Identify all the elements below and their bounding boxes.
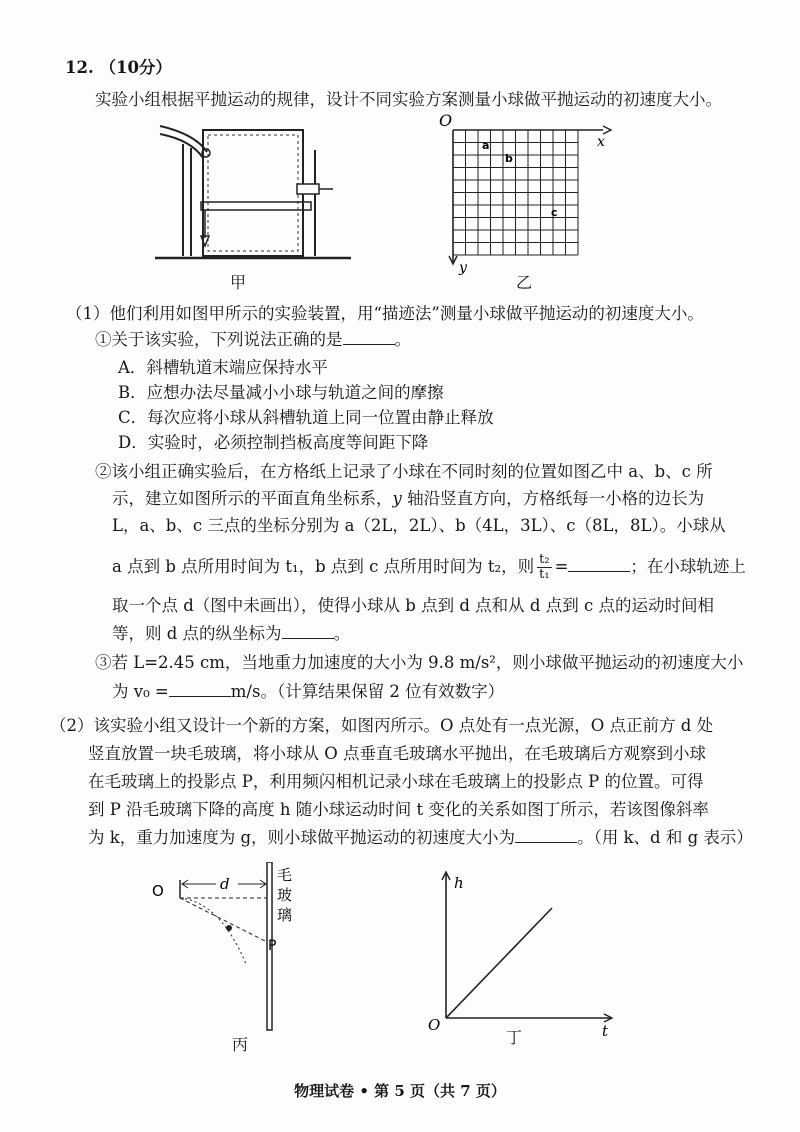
part2-line5a: 为 k，重力加速度为 g，则小球做平抛运动的初速度大小为 [88,828,516,847]
figure-yi-grid [435,112,615,280]
x-axis-arrow [603,126,611,134]
part1-q2-line4a: a 点到 b 点所用时间为 t₁，b 点到 c 点所用时间为 t₂，则 [112,557,535,576]
part2-line1: （2）该实验小组又设计一个新的方案，如图丙所示。O 点处有一点光源，O 点正前方 d 处 [50,716,714,735]
part1-q3-line1: ③若 L=2.45 cm，当地重力加速度的大小为 9.8 m/s²，则小球做平抛运动的初速度大小 [95,653,744,672]
question-score: （10分） [99,58,172,77]
part2-line2: 竖直放置一块毛玻璃，将小球从 O 点垂直毛玻璃水平抛出，在毛玻璃后方观察到小球 [88,744,707,763]
ball [226,925,232,931]
answer-blank-v0-expression[interactable] [515,826,577,843]
part1-q2-line5: 取一个点 d（图中未画出），使得小球从 b 点到 d 点和从 d 点到 c 点的运动时间相 [112,596,714,615]
part1-q2-equals: = [554,557,569,576]
ding-origin-label: O [428,1016,441,1034]
answer-blank-v0[interactable] [169,680,231,697]
part2-line5 [88,826,753,850]
part2-line4: 到 P 沿毛玻璃下降的高度 h 随小球运动时间 t 变化的关系如图丁所示，若该图像斜率 [88,800,709,819]
question-number-line [65,56,172,80]
glass-label-1: 毛 [277,866,293,884]
figure-yi-caption: 乙 [516,273,533,292]
bing-d-label: d [220,875,230,893]
part1-q2-line4c: ；在小球轨迹上 [630,557,746,576]
answer-blank-d-coordinate[interactable] [282,622,334,639]
part1-q3-line2a: 为 v₀ = [112,682,169,701]
figure-ding-caption: 丁 [506,1028,523,1047]
part1-q2-line2b: 轴沿竖直方向，方格纸每一小格的边长为 [401,489,705,508]
part1-q2-line4 [112,553,746,582]
option-d: D．实验时，必须控制挡板高度等间距下降 [118,433,429,452]
grid-x-label: x [597,134,605,150]
part1-q1 [95,328,411,352]
part1-q3-line2b: m/s。（计算结果保留 2 位有效数字） [230,682,505,701]
part1-q1-end: 。 [394,330,411,349]
part1-heading: （1）他们利用如图甲所示的实验装置，用“描迹法”测量小球做平抛运动的初速度大小。 [66,304,704,323]
h-t-line [446,908,552,1018]
part2-line5b: 。（用 k、d 和 g 表示） [577,828,753,847]
answer-blank-ratio[interactable] [568,555,630,572]
figure-bing-caption: 丙 [232,1035,249,1054]
answer-blank-q1[interactable] [343,328,395,345]
ding-h-label: h [454,874,464,892]
figure-jia-caption: 甲 [230,273,247,292]
grid-lines [453,130,578,255]
question-number: 12. [65,58,94,77]
part1-q3-line2 [112,680,504,704]
option-c: C．每次应将小球从斜槽轨道上同一位置由静止释放 [118,408,494,427]
grid-origin-label: O [439,112,453,130]
part1-q2-line6b: 。 [333,624,351,643]
option-a: A．斜槽轨道末端应保持水平 [118,358,328,377]
figure-bing-setup [150,862,320,1040]
part1-q2-line2 [112,487,704,511]
grid-y-label: y [459,260,467,276]
part1-q2-y-symbol: y [392,489,402,508]
bing-p-label: P [268,938,277,954]
glass-label-3: 璃 [277,906,293,924]
part1-q2-line6a: 等，则 d 点的纵坐标为 [112,624,282,643]
part1-q2-line3: L，a、b、c 三点的坐标分别为 a（2L，2L）、b（4L，3L）、c（8L，8L）。小球从 [112,516,726,535]
point-c-label: c [551,206,558,219]
ratio-fraction [537,553,551,582]
ding-t-label: t [602,1022,609,1038]
page-footer: 物理试卷 • 第 5 页（共 7 页） [294,1082,506,1100]
figure-jia-apparatus [155,118,355,268]
option-b: B．应想办法尽量减小小球与轨道之间的摩擦 [118,383,444,402]
part1-q1-text: ①关于该实验，下列说法正确的是 [95,330,343,349]
part1-q2-line1: ②该小组正确实验后，在方格纸上记录了小球在不同时刻的位置如图乙中 a、b、c 所 [95,462,713,481]
point-b-label: b [505,152,513,165]
fraction-numerator: t₂ [539,552,550,567]
glass-label-2: 玻 [277,886,293,904]
figure-ding-graph [420,868,620,1038]
question-intro: 实验小组根据平抛运动的规律，设计不同实验方案测量小球做平抛运动的初速度大小。 [95,90,722,109]
fraction-denominator: t₁ [539,567,550,582]
part1-q2-line2a: 示，建立如图所示的平面直角坐标系， [112,489,393,508]
part2-line3: 在毛玻璃上的投影点 P，利用频闪相机记录小球在毛玻璃上的投影点 P 的位置。可得 [88,772,704,791]
part1-q2-line6 [112,622,350,646]
bing-origin-label: O [152,882,164,900]
point-a-label: a [482,139,490,152]
